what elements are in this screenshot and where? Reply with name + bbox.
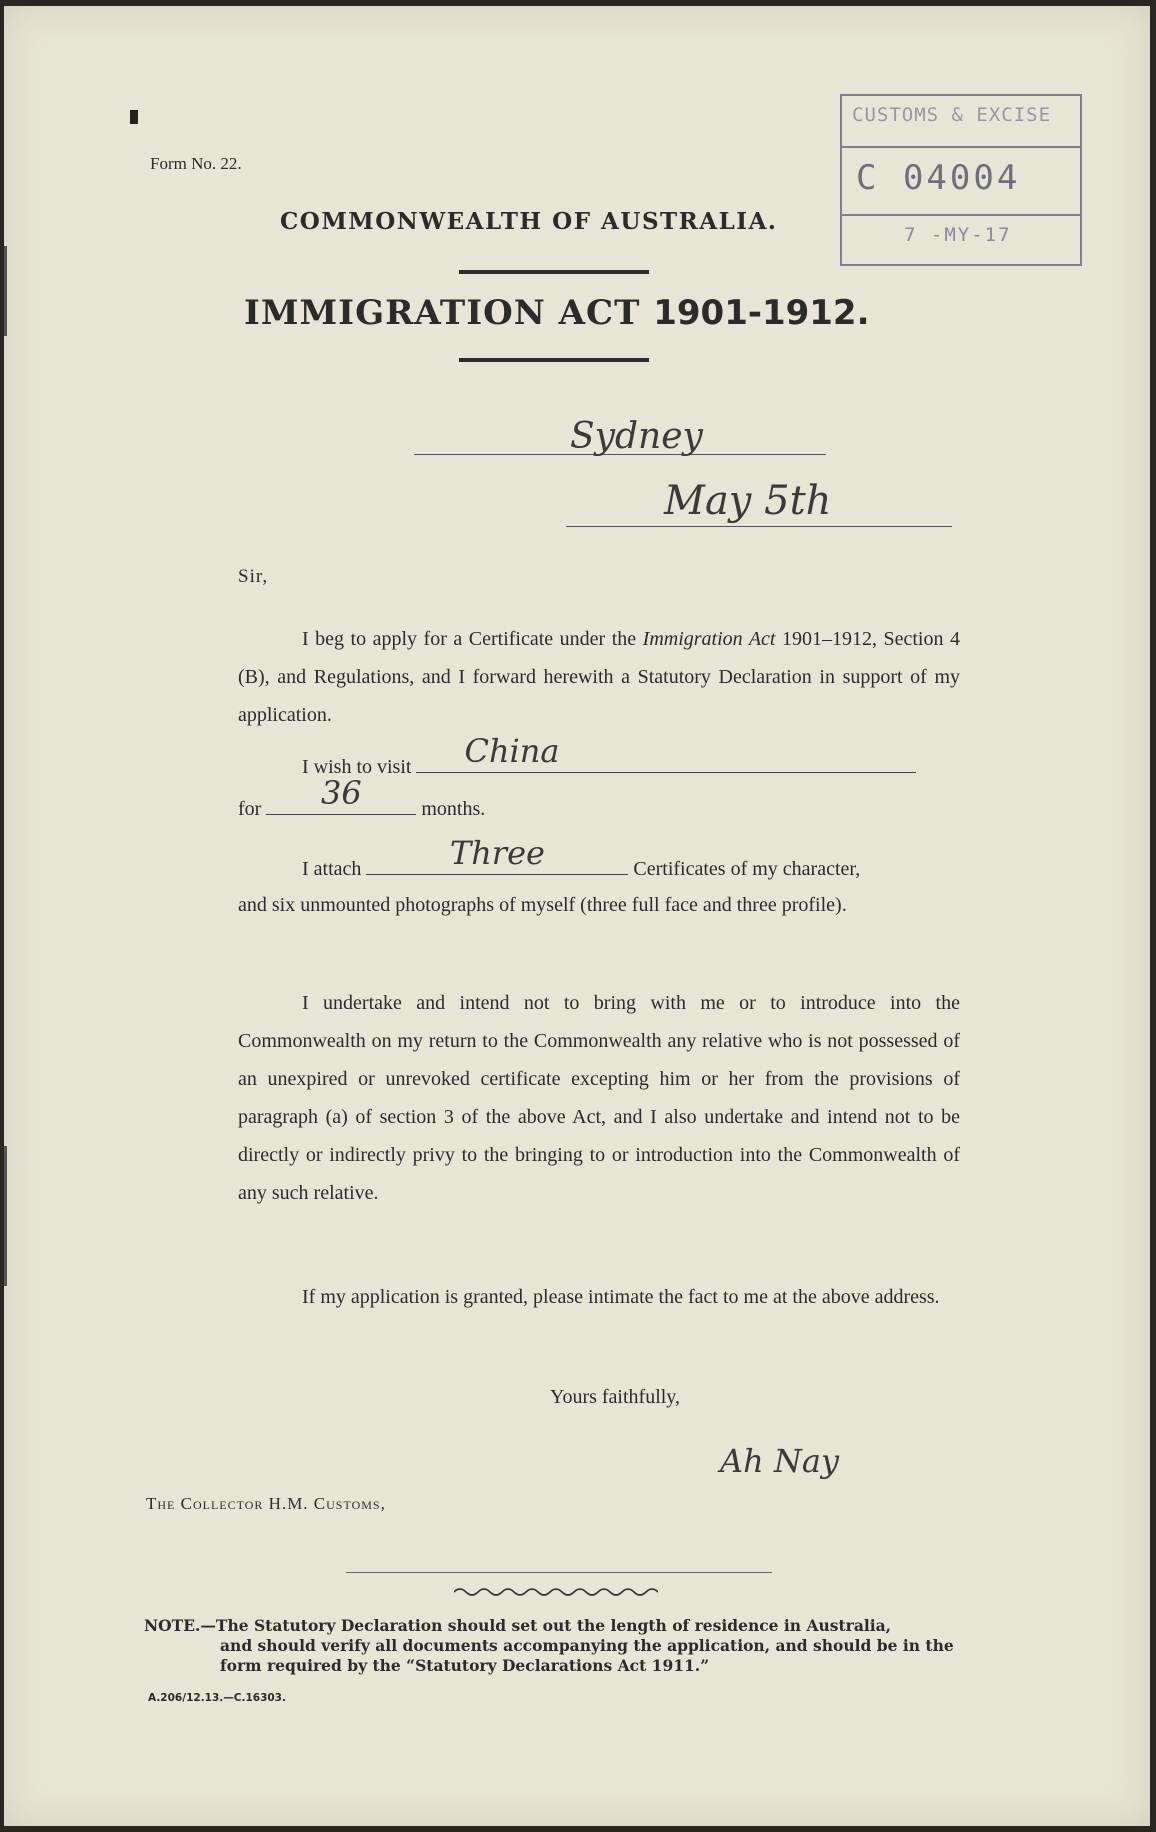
addressee: The Collector H.M. Customs, <box>146 1494 386 1513</box>
handwritten-certificate-count: Three <box>449 834 545 872</box>
para1-rest: 1901–1912, Section 4 (B), and Regulations, and I forward herewith a Statutory Declaration in support of my application. <box>238 628 960 726</box>
heading-rule <box>459 270 649 274</box>
handwritten-place: Sydney <box>570 416 703 457</box>
stamp-date: 7 -MY-17 <box>904 224 1012 246</box>
application-paragraph <box>238 620 960 734</box>
duration-row <box>238 774 486 821</box>
page-edge-shadow <box>4 1146 7 1286</box>
title-rule <box>459 358 649 362</box>
photographs-paragraph: and six unmounted photographs of myself (three full face and three profile). <box>238 894 847 916</box>
act-years: 1901-1912. <box>653 293 870 333</box>
months-field <box>266 774 416 815</box>
document-page <box>4 6 1150 1826</box>
date-line <box>566 526 952 527</box>
act-name-italic: Immigration Act <box>642 628 776 650</box>
act-title-text: IMMIGRATION ACT <box>244 293 641 333</box>
page-edge-shadow <box>4 246 7 336</box>
country-field <box>416 732 916 773</box>
ink-mark <box>130 110 138 124</box>
attach-row <box>302 834 960 881</box>
wavy-rule <box>454 1586 658 1598</box>
wish-label: I wish to visit <box>302 756 412 778</box>
stamp-divider <box>842 146 1080 148</box>
undertaking-paragraph: I undertake and intend not to bring with me or to introduce into the Commonwealth on my return to the Commonwealth any relative who is not possessed of an unexpired or unrevoked certificate excepting him or her from the provisions of paragraph (a) of section 3 of the above Act, and I also undertake and intend not to be directly or indirectly privy to the bringing to or introduction into the Commonwealth of any such relative. <box>238 992 960 1204</box>
for-label: for <box>238 798 262 820</box>
stamp-header: CUSTOMS & EXCISE <box>852 104 1052 126</box>
months-label: months. <box>421 798 486 820</box>
form-number: Form No. 22. <box>150 154 242 173</box>
note <box>144 1616 962 1676</box>
granted-paragraph: If my application is granted, please intimate the fact to me at the above address. <box>302 1286 940 1308</box>
stamp-number: C 04004 <box>856 158 1021 198</box>
closing: Yours faithfully, <box>550 1386 681 1408</box>
note-rest: and should verify all documents accompanying the application, and should be in the form required by the “Statutory Declarations Act 1911.” <box>220 1636 954 1675</box>
certificate-count-field <box>366 834 628 875</box>
signature: Ah Nay <box>720 1442 840 1480</box>
handwritten-date: May 5th <box>664 478 832 524</box>
customs-stamp <box>840 94 1082 266</box>
stamp-divider <box>842 214 1080 216</box>
handwritten-country: China <box>464 732 560 770</box>
attach-label: I attach <box>302 858 362 880</box>
act-title <box>244 293 870 333</box>
para1-start: I beg to apply for a Certificate under the <box>302 628 643 650</box>
commonwealth-heading: COMMONWEALTH OF AUSTRALIA. <box>280 208 778 235</box>
salutation: Sir, <box>238 566 269 587</box>
certificates-label: Certificates of my character, <box>633 858 861 880</box>
print-code: A.206/12.13.—C.16303. <box>148 1692 286 1704</box>
handwritten-months: 36 <box>320 774 362 812</box>
separator-line <box>346 1572 772 1573</box>
note-first-line: NOTE.—The Statutory Declaration should set out the length of residence in Australia, <box>144 1616 892 1635</box>
